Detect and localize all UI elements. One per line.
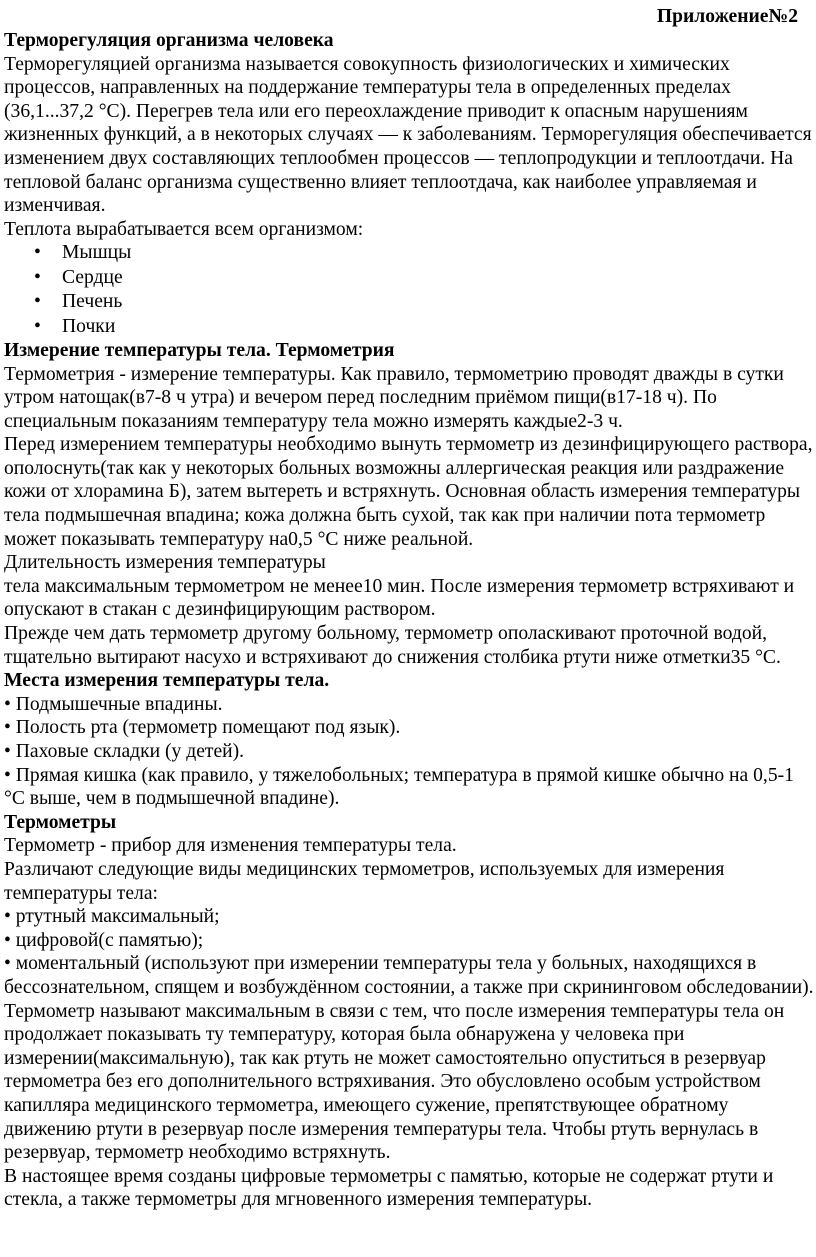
list-item — [4, 241, 816, 265]
bullet-icon: • — [34, 266, 41, 288]
paragraph-duration-title: Длительность измерения температуры — [4, 552, 326, 574]
section-heading-thermometers: Термометры — [4, 811, 117, 833]
paragraph-rinsing: Прежде чем дать термометр другому больному, термометр ополаскивают проточной водой, тщательно вытирают насухо и встряхивают до снижения столбика ртути ниже отметки35 °С. — [4, 623, 781, 668]
paragraph-thermometry-definition: Термометрия - измерение температуры. Как правило, термометрию проводят дважды в сутки утром натощак(в7-8 ч утра) и вечером перед последним приёмом пищи(в17-18 ч). По специальным показаниям температуру тела можно измерять каждые2-3 ч. — [4, 363, 784, 432]
section-heading-thermoregulation: Терморегуляция организма человека — [4, 30, 334, 51]
list-item: • ртутный максимальный; — [4, 906, 220, 928]
list-item: • цифровой(с памятью); — [4, 929, 204, 951]
paragraph-heat-production: Теплота вырабатывается всем организмом: — [4, 218, 364, 240]
list-item: • Паховые складки (у детей). — [4, 741, 245, 762]
list-item-label: Печень — [62, 291, 123, 313]
list-item-label: Мышцы — [62, 242, 132, 264]
appendix-label: Приложение№2 — [656, 6, 798, 27]
section-heading-thermometry: Измерение температуры тела. Термометрия — [4, 339, 395, 361]
paragraph-thermometer-definition: Термометр - прибор для изменения температуры тела. — [4, 835, 457, 857]
list-item — [4, 290, 816, 314]
bullet-icon: • — [34, 242, 41, 264]
paragraph-thermoregulation-definition: Терморегуляцией организма называется совокупность физиологических и химических процессов, направленных на поддержание температуры тела в определенных пределах (36,1...37,2 °С). Перегрев тела или его переохлаждение приводит к опасным нарушениям жизненных функций, а в некоторых случаях — к заболеваниям. Терморегуляция обеспечивается изменением двух составляющих теплообмен процессов — теплопродукции и теплоотдачи. На тепловой баланс организма существенно влияет теплоотдача, как наиболее управляемая и изменчивая. — [4, 53, 812, 217]
list-item — [4, 315, 816, 339]
organs-list — [4, 241, 816, 339]
bullet-icon: • — [34, 315, 41, 337]
list-item-label: Почки — [62, 315, 116, 337]
paragraph-duration: тела максимальным термометром не менее10 мин. После измерения термометр встряхивают и опускают в стакан с дезинфицирующим раствором. — [4, 575, 795, 621]
paragraph-preparation: Перед измерением температуры необходимо вынуть термометр из дезинфицирующего раствора, ополоснуть(так как у некоторых больных возможны аллергическая реакция или раздражение кожи от хлорамина Б), затем вытереть и встряхнуть. Основная область измерения температуры тела подмышечная впадина; кожа должна быть сухой, так как при наличии пота термометр может показывать температуру на0,5 °С ниже реальной. — [4, 434, 813, 550]
section-heading-measurement-sites: Места измерения температуры тела. — [4, 670, 330, 692]
list-item: • Полость рта (термометр помещают под язык). — [4, 717, 401, 739]
paragraph-thermometer-types: Различают следующие виды медицинских термометров, используемых для измерения температуры тела: — [4, 858, 725, 904]
list-item: • моментальный (используют при измерении температуры тела у больных, находящихся в бессознательном, спящем и возбуждённом состоянии, а также при скрининговом обследовании). Термометр называют максимальным в связи с тем, что после измерения температуры тела он продолжает показывать ту температуру, которая была обнаружена у человека при измерении(максимальную), так как ртуть не может самостоятельно опуститься в резервуар термометра без его дополнительного встряхивания. Это обусловлено особым устройством капилляра медицинского термометра, имеющего сужение, препятствующее обратному движению ртути в резервуар после измерения температуры тела. Чтобы ртуть вернулась в резервуар, термометр необходимо встряхнуть. — [4, 953, 814, 1164]
bullet-icon: • — [34, 291, 41, 313]
list-item — [4, 266, 816, 290]
list-item-label: Сердце — [62, 266, 123, 288]
list-item: • Прямая кишка (как правило, у тяжелобольных; температура в прямой кишке обычно на 0,5-1 °С выше, чем в подмышечной впадине). — [4, 764, 794, 810]
list-item: • Подмышечные впадины. — [4, 693, 223, 715]
paragraph-digital-thermometers: В настоящее время созданы цифровые термометры с памятью, которые не содержат ртути и стекла, а также термометры для мгновенного измерения температуры. — [4, 1165, 774, 1211]
